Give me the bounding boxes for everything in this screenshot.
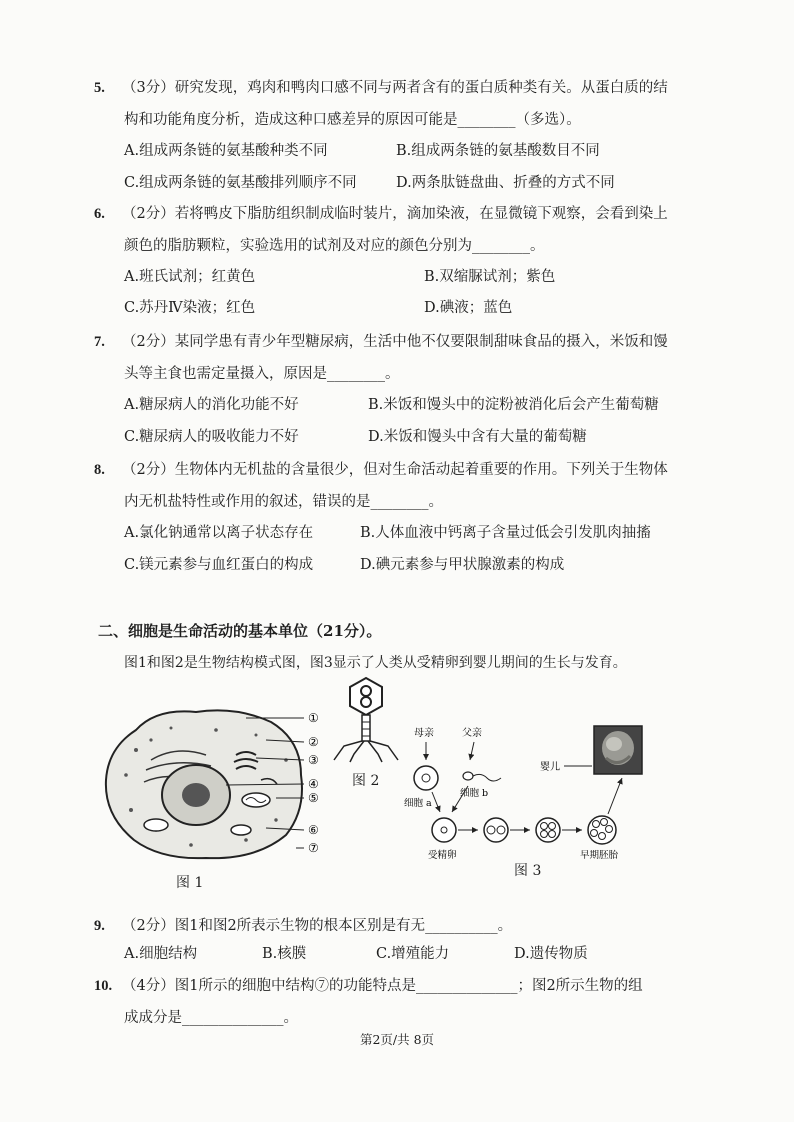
option-d: D.碘元素参与甲状腺激素的构成 — [360, 557, 565, 573]
marker-6: ⑥ — [308, 823, 319, 837]
option-b: B.人体血液中钙离子含量过低会引发肌肉抽搐 — [360, 525, 651, 541]
marker-1: ① — [308, 711, 319, 725]
option-a: A.细胞结构 — [124, 946, 198, 962]
question-8 — [94, 454, 674, 486]
option-b: B.双缩脲试剂；紫色 — [424, 269, 556, 285]
option-d: D.碘液；蓝色 — [424, 300, 513, 316]
option-c: C.糖尿病人的吸收能力不好 — [124, 429, 299, 445]
question-6 — [94, 198, 674, 230]
figure-3-development-diagram — [396, 720, 676, 865]
figure-1-label: 图 1 — [176, 875, 204, 891]
page-footer: 第2页/共 8页 — [359, 1032, 435, 1047]
option-d: D.米饭和馒头中含有大量的葡萄糖 — [368, 429, 587, 445]
option-c: C.苏丹Ⅳ染液；红色 — [124, 300, 256, 316]
question-10 — [94, 970, 674, 1002]
question-number: 5. — [94, 80, 105, 96]
option-b: B.核膜 — [262, 946, 307, 962]
question-10-line2: 成成分是______________。 — [124, 1010, 298, 1026]
option-b: B.组成两条链的氨基酸数目不同 — [396, 143, 600, 159]
question-7-line2: 头等主食也需定量摄入，原因是________。 — [124, 366, 400, 382]
figure-3-label: 图 3 — [514, 863, 542, 879]
marker-5: ⑤ — [308, 791, 319, 805]
cell-b-label: 细胞 b — [460, 788, 489, 799]
question-text: （2分）图1和图2所表示生物的根本区别是有无__________。 — [122, 918, 513, 934]
question-text: （4分）图1所示的细胞中结构⑦的功能特点是______________；图2所示生物的组 — [122, 978, 643, 994]
question-5-line2: 构和功能角度分析，造成这种口感差异的原因可能是________（多选）。 — [124, 112, 581, 128]
embryo-label: 早期胚胎 — [580, 850, 619, 861]
question-8-line2: 内无机盐特性或作用的叙述，错误的是________。 — [124, 494, 443, 510]
question-number: 10. — [94, 978, 113, 994]
figure-1-cell-diagram — [96, 700, 336, 870]
question-text: （2分）生物体内无机盐的含量很少，但对生命活动起着重要的作用。下列关于生物体 — [122, 462, 668, 478]
option-a: A.氯化钠通常以离子状态存在 — [124, 525, 314, 541]
option-d: D.遗传物质 — [514, 946, 588, 962]
marker-4: ④ — [308, 777, 319, 791]
question-6-line2: 颜色的脂肪颗粒，实验选用的试剂及对应的颜色分别为________。 — [124, 238, 545, 254]
question-number: 7. — [94, 334, 105, 350]
section-title: 二、细胞是生命活动的基本单位（21分）。 — [98, 622, 382, 640]
question-text: （3分）研究发现，鸡肉和鸭肉口感不同与两者含有的蛋白质种类有关。从蛋白质的结 — [122, 80, 668, 96]
question-7 — [94, 326, 674, 358]
option-c: C.组成两条链的氨基酸排列顺序不同 — [124, 175, 357, 191]
question-text: （2分）某同学患有青少年型糖尿病，生活中他不仅要限制甜味食品的摄入，米饭和馒 — [122, 334, 668, 350]
option-c: C.镁元素参与血红蛋白的构成 — [124, 557, 314, 573]
option-b: B.米饭和馒头中的淀粉被消化后会产生葡萄糖 — [368, 397, 659, 413]
question-number: 6. — [94, 206, 105, 222]
father-label: 父亲 — [462, 728, 482, 739]
figure-2-phage-diagram — [326, 674, 406, 766]
option-c: C.增殖能力 — [376, 946, 450, 962]
question-text: （2分）若将鸭皮下脂肪组织制成临时装片，滴加染液，在显微镜下观察，会看到染上 — [122, 206, 668, 222]
marker-2: ② — [308, 735, 319, 749]
option-a: A.糖尿病人的消化功能不好 — [124, 397, 299, 413]
question-9 — [94, 910, 674, 942]
figure-2-label: 图 2 — [352, 773, 380, 789]
option-a: A.班氏试剂；红黄色 — [124, 269, 256, 285]
marker-7: ⑦ — [308, 841, 319, 855]
option-d: D.两条肽链盘曲、折叠的方式不同 — [396, 175, 615, 191]
question-number: 8. — [94, 462, 105, 478]
mother-label: 母亲 — [414, 728, 434, 739]
question-5 — [94, 72, 674, 104]
marker-3: ③ — [308, 753, 319, 767]
zygote-label: 受精卵 — [428, 850, 457, 861]
question-number: 9. — [94, 918, 105, 934]
option-a: A.组成两条链的氨基酸种类不同 — [124, 143, 328, 159]
section-intro: 图1和图2是生物结构模式图，图3显示了人类从受精卵到婴儿期间的生长与发育。 — [124, 655, 627, 671]
cell-a-label: 细胞 a — [404, 798, 432, 809]
baby-label: 婴儿 — [540, 762, 560, 773]
